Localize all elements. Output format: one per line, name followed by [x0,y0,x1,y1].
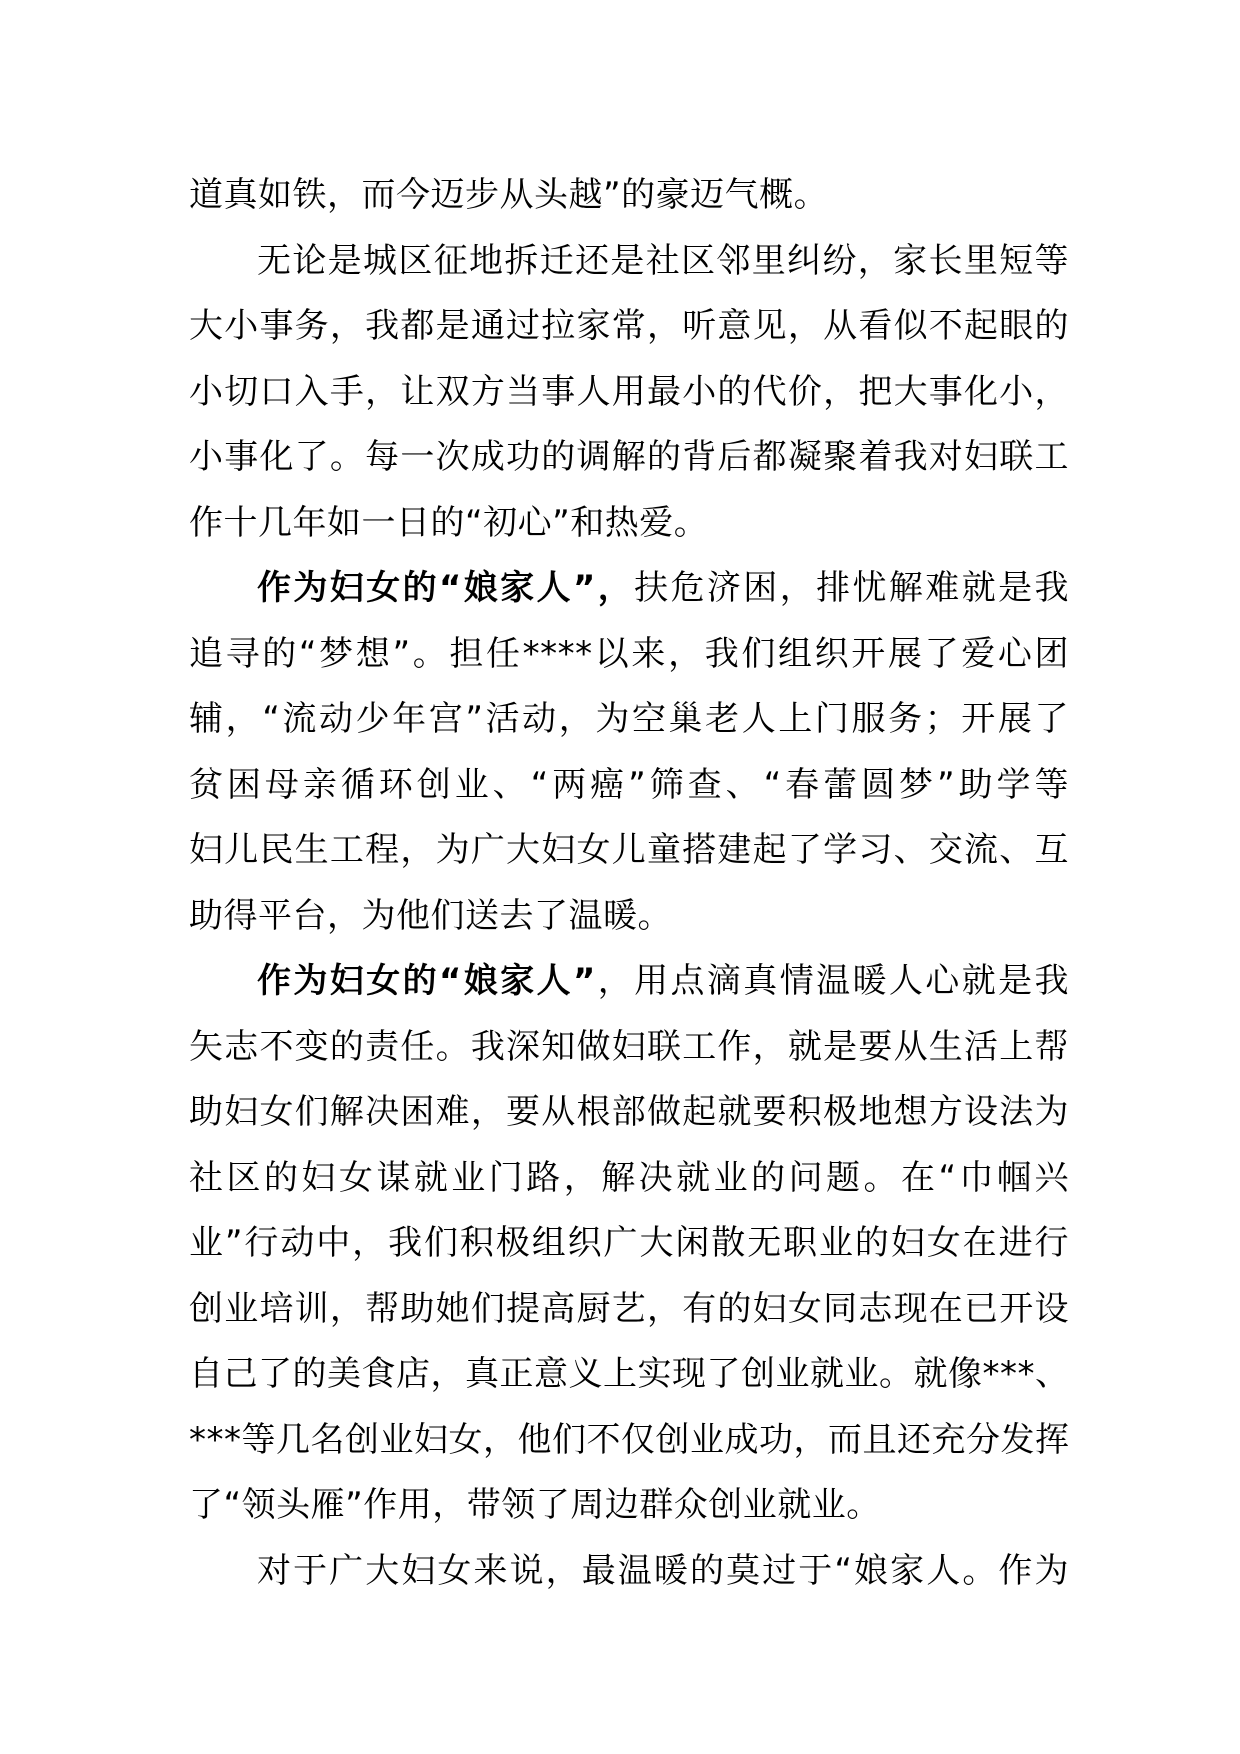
text-line [189,1080,1069,1146]
line-text: 道真如铁，而今迈步从头越”的豪迈气概。 [189,175,829,215]
line-text: 贫困母亲循环创业、“两癌”筛查、“春蕾圆梦”助学等 [189,764,1069,805]
text-line [189,687,1069,753]
line-text: 无论是城区征地拆迁还是社区邻里纠纷，家长里短等 [257,240,1069,281]
line-text: 大小事务，我都是通过拉家常，听意见，从看似不起眼的 [189,306,1069,346]
line-text: 辅，“流动少年宫”活动，为空巢老人上门服务；开展了 [189,699,1069,739]
text-line [189,1408,1069,1474]
line-text: 小事化了。每一次成功的调解的背后都凝聚着我对妇联工 [189,437,1069,477]
text-line [189,1146,1069,1212]
line-text: 扶危济困，排忧解难就是我 [634,568,1069,608]
line-text: 助得平台，为他们送去了温暖。 [189,895,672,936]
line-text: 矢志不变的责任。我深知做妇联工作，就是要从生活上帮 [189,1026,1069,1067]
bold-lead: 作为妇女的“娘家人”， [257,568,635,608]
line-text: ***等几名创业妇女，他们不仅创业成功，而且还充分发挥 [189,1419,1070,1460]
line-text: 社区的妇女谋就业门路，解决就业的问题。在“巾帼兴 [189,1157,1069,1198]
bold-lead: 作为妇女的“娘家人” [257,961,596,1001]
body-text [189,163,1069,1604]
text-line [189,1473,1069,1539]
text-line [189,1539,1069,1605]
line-text: 追寻的“梦想”。担任****以来，我们组织开展了爱心团 [189,633,1069,674]
text-line [189,622,1069,688]
text-line [189,884,1069,950]
line-text: 了“领头雁”作用，带领了周边群众创业就业。 [189,1485,881,1525]
line-text: 小切口入手，让双方当事人用最小的代价，把大事化小， [189,371,1069,412]
text-line [189,556,1069,622]
text-line [189,949,1069,1015]
text-line [189,163,1069,229]
text-line [189,818,1069,884]
line-text: 业”行动中，我们积极组织广大闲散无职业的妇女在进行 [189,1223,1069,1263]
text-line [189,425,1069,491]
line-text: ，用点滴真情温暖人心就是我 [595,961,1069,1001]
line-text: 助妇女们解决困难，要从根部做起就要积极地想方设法为 [189,1092,1069,1132]
text-line [189,1015,1069,1081]
text-line [189,1342,1069,1408]
text-line [189,753,1069,819]
line-text: 作十几年如一日的“初心”和热爱。 [189,502,709,543]
text-line [189,360,1069,426]
text-line [189,294,1069,360]
line-text: 妇儿民生工程，为广大妇女儿童搭建起了学习、交流、互 [189,830,1069,870]
text-line [189,491,1069,557]
text-line [189,229,1069,295]
text-line [189,1211,1069,1277]
line-text: 对于广大妇女来说，最温暖的莫过于“娘家人。作为 [257,1550,1069,1591]
line-text: 自己了的美食店，真正意义上实现了创业就业。就像***、 [189,1354,1070,1394]
line-text: 创业培训，帮助她们提高厨艺，有的妇女同志现在已开设 [189,1288,1069,1329]
text-line [189,1277,1069,1343]
